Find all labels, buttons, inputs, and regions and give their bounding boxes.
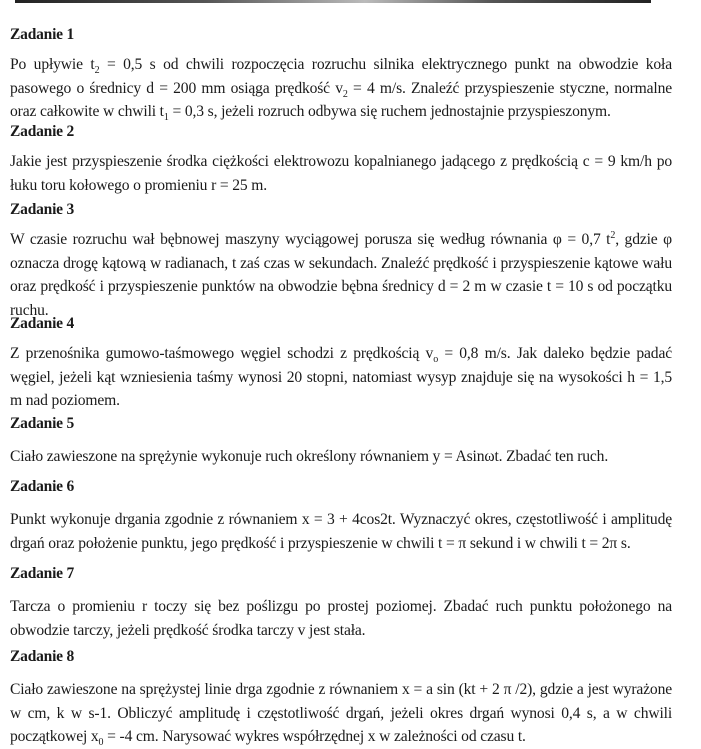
task-title: Zadanie 3 <box>10 201 75 218</box>
subscript: 1 <box>163 112 169 124</box>
task-text <box>10 228 672 322</box>
task-title: Zadanie 4 <box>10 315 75 332</box>
text-run: , gdzie φ oznacza drogę kątową w radianach, t zaś czas w sekundach. Znaleźć prędkość i przyspieszenie kątowe wału oraz prędkość i przyspieszenie punktów na obwodzie bębna średnicy d = 2 m w czasie t = 10 s od początku ruchu. <box>10 231 672 319</box>
task-title: Zadanie 6 <box>10 478 75 495</box>
task-text: Punkt wykonuje drgania zgodnie z równaniem x = 3 + 4cos2t. Wyznaczyć okres, częstotliwość i amplitudę drgań oraz położenie punktu, jego prędkość i przyspieszenie w chwili t = π sekund i w chwili t = 2π s. <box>10 511 672 552</box>
task-7 <box>10 563 672 642</box>
text-run: = 0,8 m/s. Jak daleko będzie padać węgiel, jeżeli kąt wzniesienia taśmy wynosi 20 stopni, natomiast wysyp znajduje się na wysokości h = 1,5 m nad poziomem. <box>10 345 672 409</box>
subscript: 2 <box>342 88 348 100</box>
task-text: Tarcza o promieniu r toczy się bez poślizgu po prostej poziomej. Zbadać ruch punktu położonego na obwodzie tarczy, jeżeli prędkość środka tarczy v jest stała. <box>10 598 672 639</box>
task-text: Jakie jest przyspieszenie środka ciężkości elektrowozu kopalnianego jadącego z prędkością c = 9 km/h po łuku toru kołowego o promieniu r = 25 m. <box>10 153 672 194</box>
task-text <box>10 53 672 124</box>
task-text <box>10 678 672 749</box>
task-text <box>10 342 672 413</box>
task-5 <box>10 413 672 469</box>
subscript: 2 <box>94 65 100 77</box>
text-run: Ciało zawieszone na sprężystej linie drga zgodnie z równaniem x = a sin (kt + 2 π /2), gdzie a jest wyrażone w cm, k w s-1. Obliczyć amplitudę i częstotliwość drgań, jeżeli okres drgań wynosi 0,4 s, a w chwili początkowej x <box>10 681 672 745</box>
text-run: = 0,3 s, jeżeli rozruch odbywa się ruchem jednostajnie przyspieszonym. <box>168 103 611 120</box>
top-rule <box>15 0 651 3</box>
task-2 <box>10 121 672 197</box>
text-run: Po upływie t <box>10 56 95 73</box>
task-1 <box>10 24 672 124</box>
superscript: 2 <box>610 229 616 241</box>
task-title: Zadanie 1 <box>10 26 75 43</box>
text-run: = 4 m/s. Znaleźć przyspieszenie styczne, normalne oraz całkowite w chwili t <box>10 79 672 120</box>
task-6 <box>10 476 672 555</box>
task-title: Zadanie 8 <box>10 648 75 665</box>
subscript: 0 <box>98 737 104 749</box>
task-8 <box>10 646 672 749</box>
subscript: o <box>433 354 439 366</box>
task-text: Ciało zawieszone na sprężynie wykonuje ruch określony równaniem y = Asinωt. Zbadać ten ruch. <box>10 448 609 465</box>
task-title: Zadanie 2 <box>10 123 75 140</box>
text-run: W czasie rozruchu wał bębnowej maszyny wyciągowej porusza się według równania φ = 0,7 t <box>10 231 611 248</box>
text-run: = -4 cm. Narysować wykres współrzędnej x w zależności od czasu t. <box>103 728 526 745</box>
task-4 <box>10 313 672 413</box>
text-run: = 0,5 s od chwili rozpoczęcia rozruchu silnika elektrycznego punkt na obwodzie koła pasowego o średnicy d = 200 mm osiąga prędkość v <box>10 56 672 97</box>
text-run: Z przenośnika gumowo-taśmowego węgiel schodzi z prędkością v <box>10 345 434 362</box>
task-3 <box>10 199 672 322</box>
task-title: Zadanie 7 <box>10 565 75 582</box>
task-title: Zadanie 5 <box>10 415 75 432</box>
